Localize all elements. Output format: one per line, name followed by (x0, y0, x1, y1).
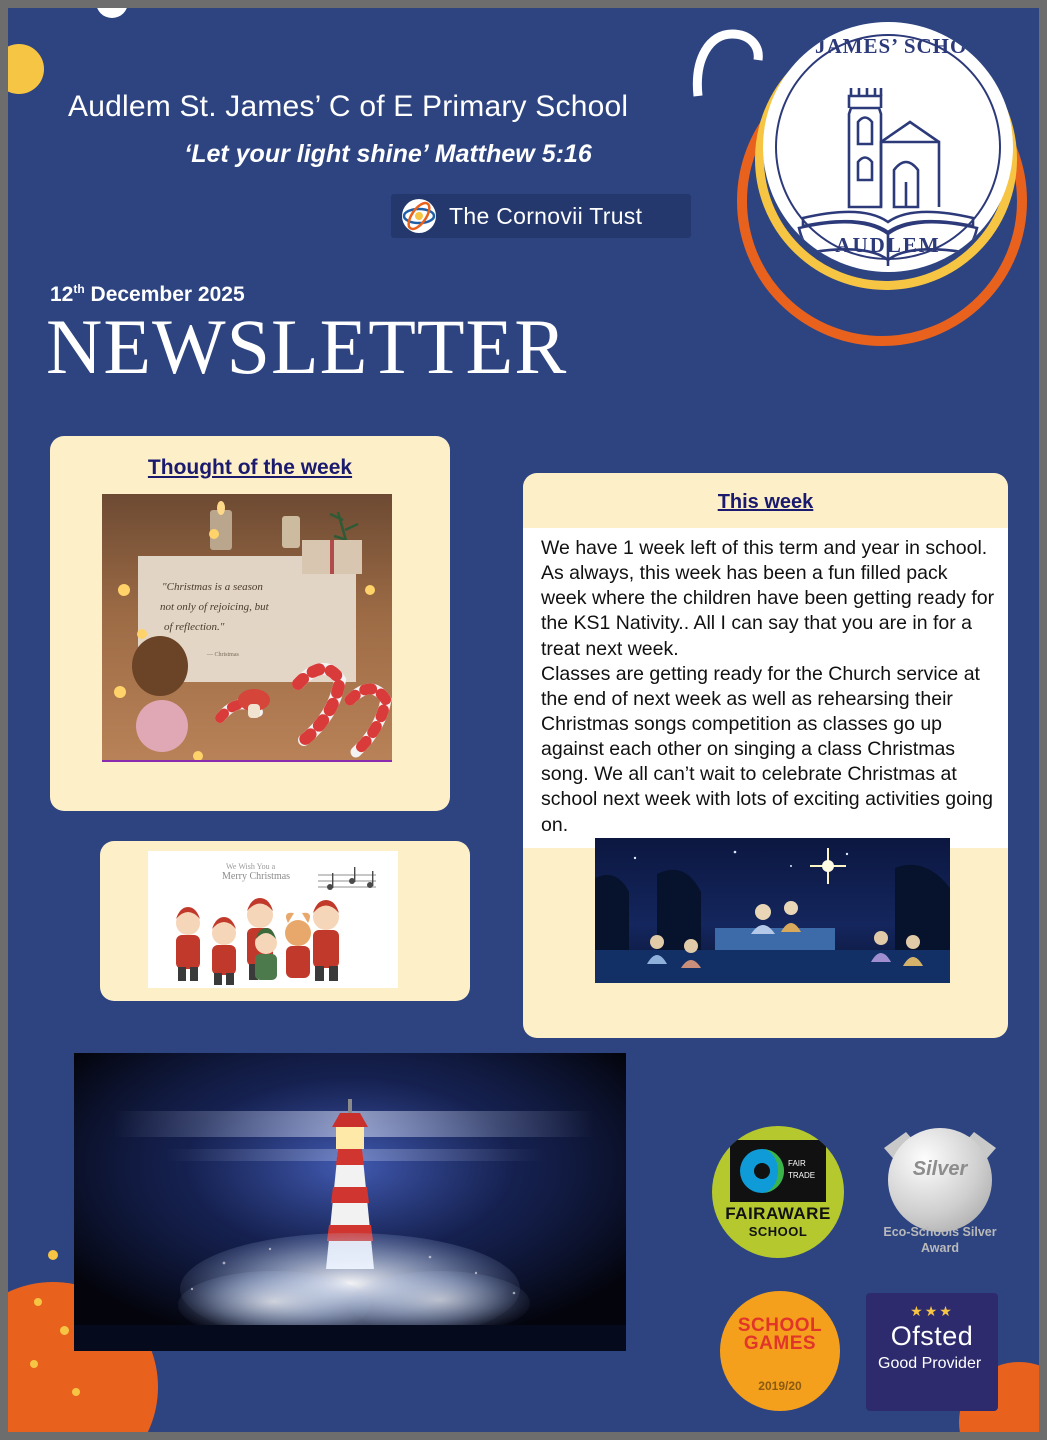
decorative-dot (72, 1388, 80, 1396)
fairtrade-school-badge (712, 1126, 844, 1258)
ofsted-name: Ofsted (890, 1321, 974, 1351)
svg-text:of reflection.": of reflection." (164, 621, 225, 633)
eco-schools-silver-award-badge (880, 1120, 1000, 1255)
ofsted-good-provider-badge (866, 1293, 998, 1411)
svg-text:FAIR: FAIR (788, 1159, 806, 1168)
fairtrade-label-line1: FAIRAWARE (725, 1204, 831, 1223)
decorative-dot (60, 1326, 69, 1335)
crest-disc (763, 22, 1013, 272)
school-games-mark-badge (720, 1291, 840, 1411)
eco-schools-subtitle: Eco-Schools Silver Award (883, 1225, 997, 1256)
svg-text:Merry Christmas: Merry Christmas (222, 871, 291, 882)
date-month-year: December 2025 (84, 283, 245, 306)
school-motto: ‘Let your light shine’ Matthew 5:16 (184, 140, 592, 168)
svg-text:not only of rejoicing, but: not only of rejoicing, but (160, 601, 269, 613)
christmas-carol-children-clipart (148, 851, 398, 988)
svg-text:We Wish You a: We Wish You a (226, 862, 276, 871)
thought-of-the-week-card (50, 436, 450, 811)
decorative-dot (30, 1360, 38, 1368)
decorative-circle-yellow (8, 44, 44, 94)
date-number: 12 (50, 283, 74, 306)
this-week-text (523, 528, 1008, 848)
silver-award-title: Silver (912, 1158, 968, 1180)
crest-top-text: ST. JAMES’ SCHOOL (776, 34, 1000, 58)
ofsted-subtitle: Good Provider (878, 1355, 982, 1372)
decorative-circle-white (96, 8, 128, 18)
fairtrade-mark-icon (730, 1140, 826, 1202)
fairtrade-label-line2: SCHOOL (748, 1224, 808, 1239)
school-name: Audlem St. James’ C of E Primary School (68, 90, 629, 123)
christmas-carol-card (100, 841, 470, 1001)
thought-of-the-week-title: Thought of the week (147, 456, 353, 479)
nativity-stage-photo (595, 838, 950, 983)
trust-badge (391, 194, 691, 238)
church-and-book-crest-icon (763, 22, 1013, 272)
this-week-paragraph-1: We have 1 week left of this term and year in school. As always, this week has been a fun filled pack week where the children have been getting ready for the KS1 Nativity.. All I can say that you are in for a treat next week. (541, 537, 995, 660)
ofsted-stars-icon: ★★★ (910, 1303, 954, 1319)
date-suffix: th (73, 282, 85, 296)
decorative-dot (48, 1250, 58, 1260)
newsletter-page (8, 8, 1039, 1432)
this-week-title: This week (717, 491, 814, 513)
trust-name: The Cornovii Trust (449, 202, 643, 229)
this-week-card (523, 473, 1008, 1038)
cornovii-trust-logo-icon (399, 196, 439, 236)
school-games-label: SCHOOL GAMES (737, 1315, 823, 1355)
christmas-quote-photo (102, 494, 392, 762)
school-games-year: 2019/20 (758, 1379, 802, 1393)
this-week-paragraph-2: Classes are getting ready for the Church service at the end of next week as well as rehearsing their Christmas songs competition as classes go up against each other on singing a class Christmas song. We all can’t wait to celebrate Christmas at school next week with lots of exciting activities going on. (541, 662, 993, 836)
svg-text:— Christmas: — Christmas (207, 652, 239, 658)
svg-text:"Christmas is a season: "Christmas is a season (162, 581, 263, 593)
school-crest (737, 16, 1037, 396)
svg-text:TRADE: TRADE (788, 1171, 816, 1180)
decorative-dot (34, 1298, 42, 1306)
crest-bottom-text: AUDLEM (835, 233, 941, 257)
lighthouse-at-night-photo (74, 1053, 626, 1351)
page-title: NEWSLETTER (46, 303, 568, 390)
